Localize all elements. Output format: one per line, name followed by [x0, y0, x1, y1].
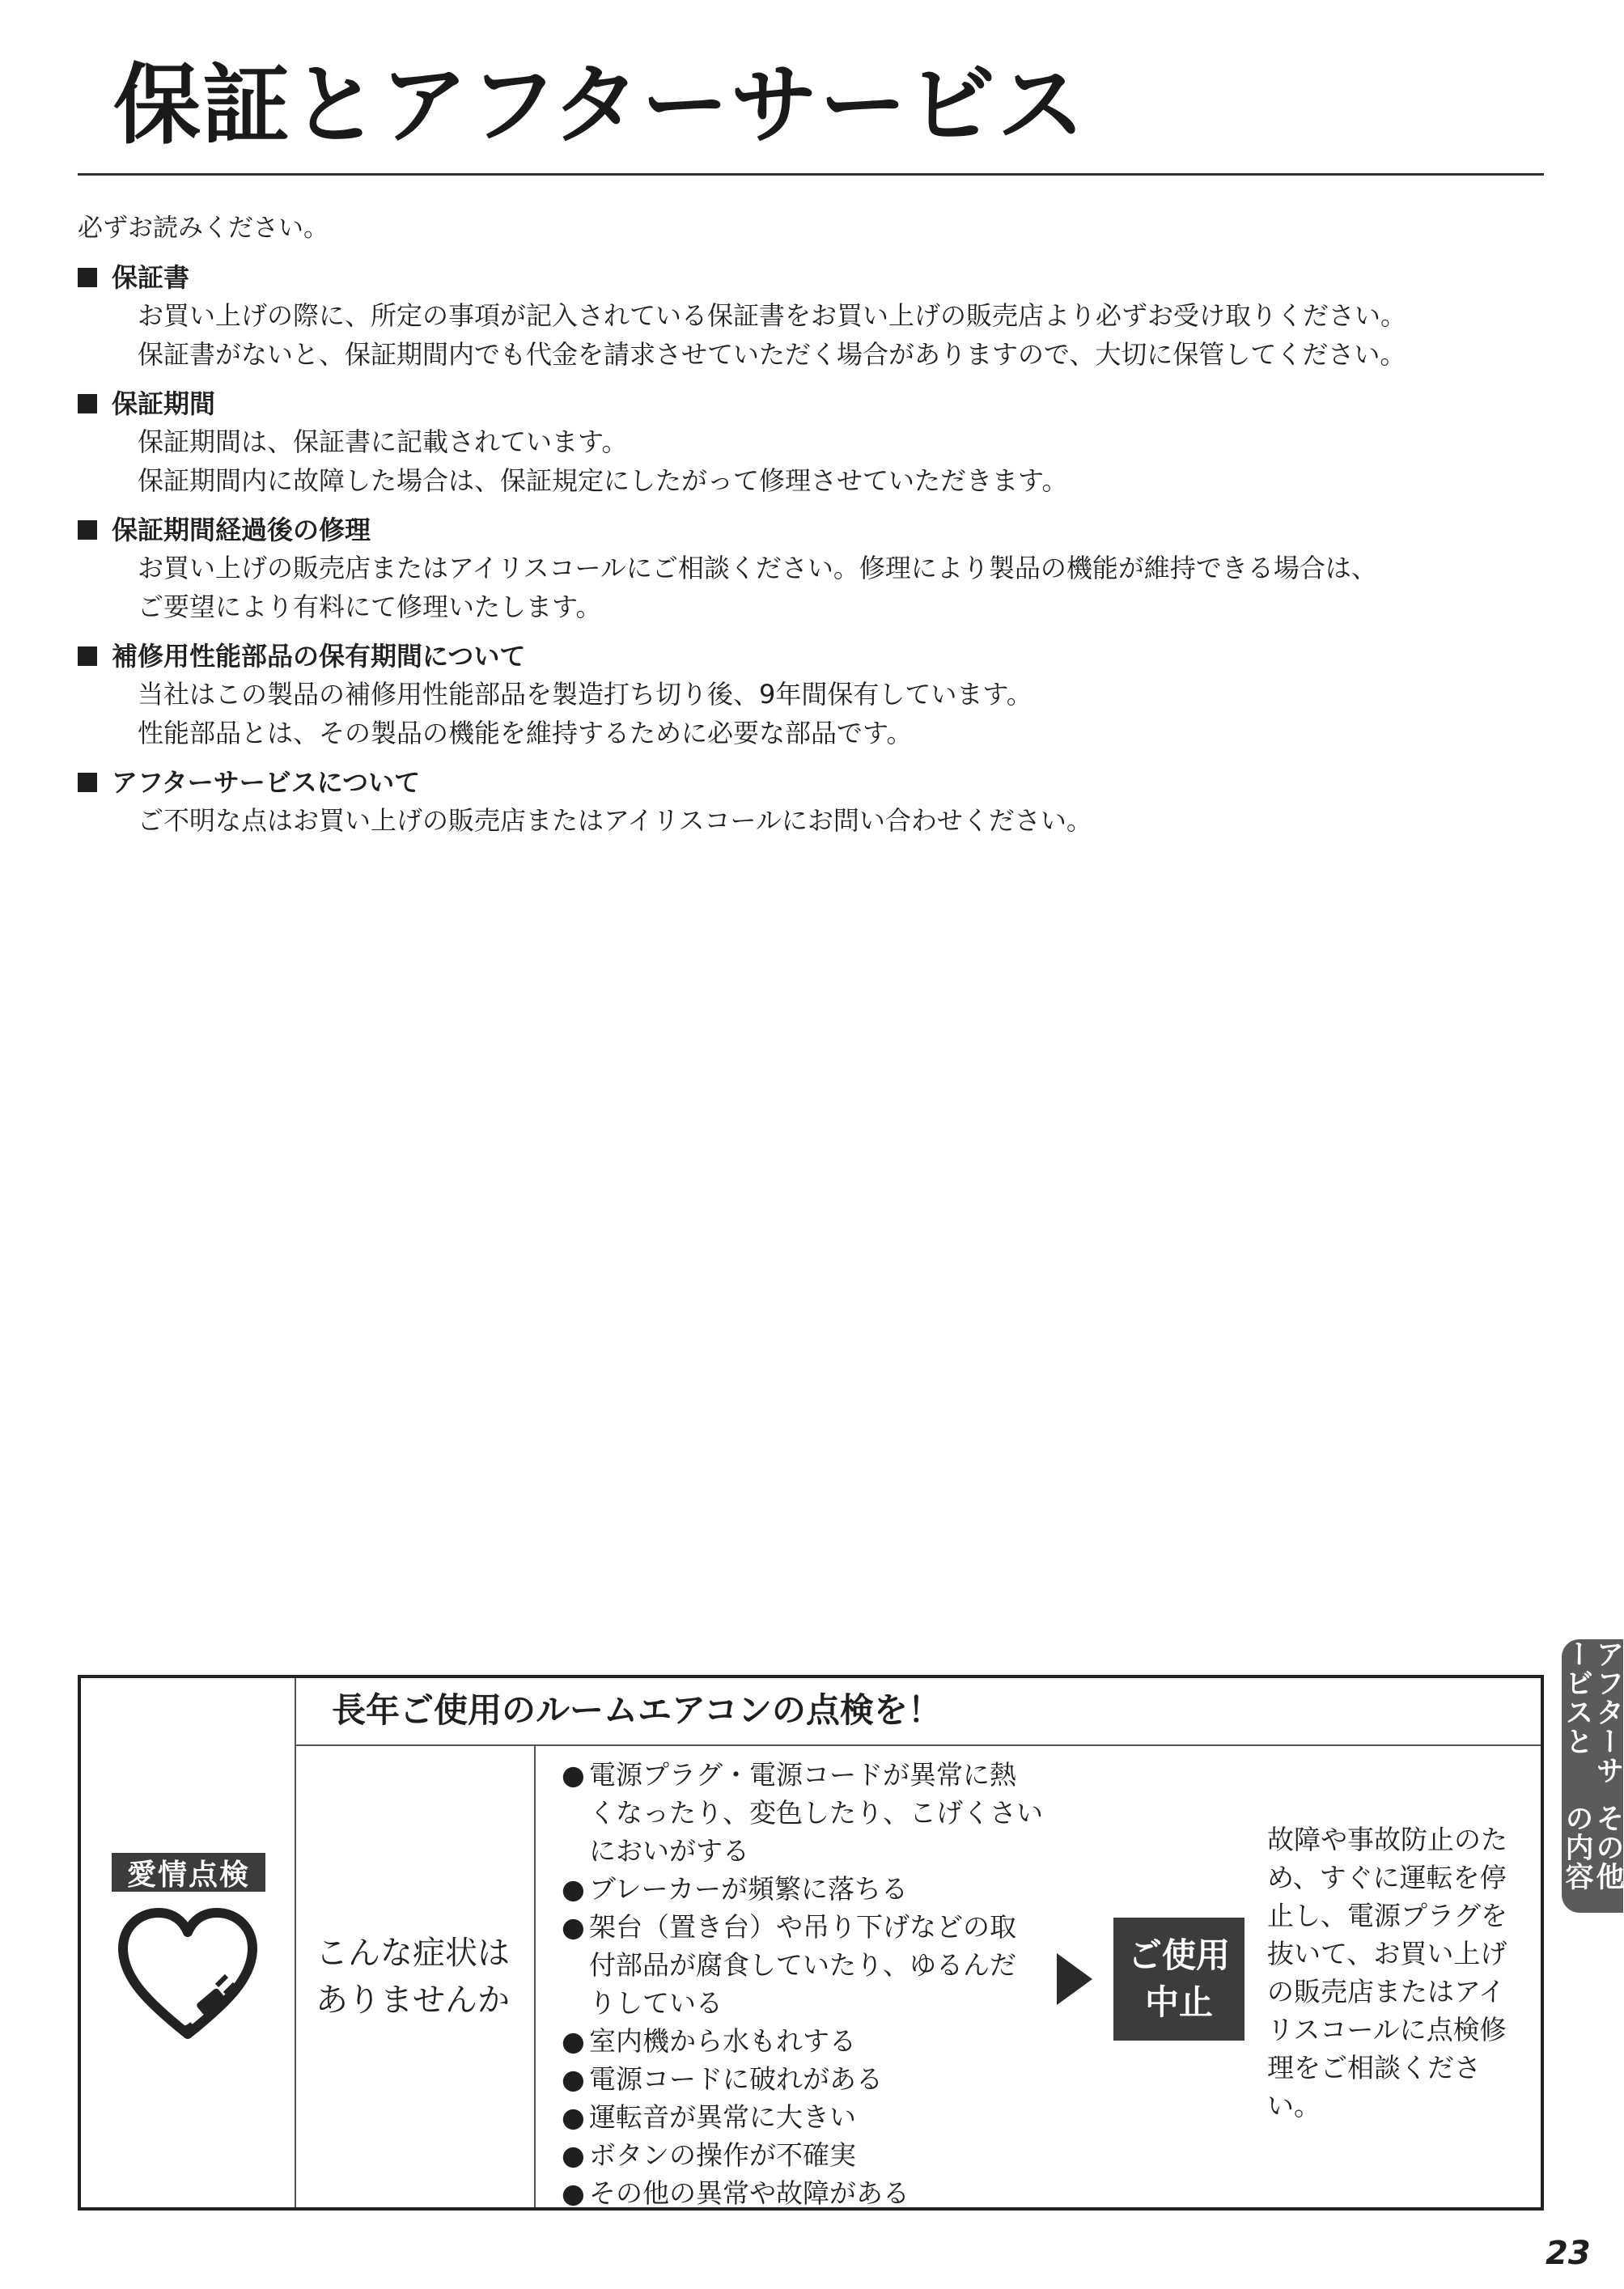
- section-line: ご要望により有料にて修理いたします。: [138, 591, 602, 622]
- bullet-icon: ●: [562, 2177, 585, 2209]
- square-bullet-icon: [78, 646, 97, 666]
- section-post-warranty-repair: [78, 511, 1550, 626]
- bullet-icon: ●: [562, 1759, 585, 1791]
- bullet-icon: ●: [562, 2101, 585, 2133]
- advice-line: 止し、電源プラグを: [1267, 1900, 1507, 1931]
- notice-title: 長年ご使用のルームエアコンの点検を！: [296, 1678, 1541, 1746]
- advice-line: リスコールに点検修: [1267, 2014, 1507, 2045]
- square-bullet-icon: [78, 773, 97, 792]
- bullet-icon: ●: [562, 2139, 585, 2171]
- symptom-item: [562, 2136, 1047, 2174]
- symptom-item: [562, 1908, 1047, 2022]
- symptom-line: においがする: [589, 1835, 749, 1867]
- symptom-line: 架台（置き台）や吊り下げなどの取: [589, 1911, 1016, 1943]
- symptom-question-line: こんな症状は: [316, 1935, 510, 1972]
- section-heading: 保証期間経過後の修理: [112, 515, 371, 545]
- section-line: 性能部品とは、その製品の機能を維持するために必要な部品です。: [138, 718, 913, 748]
- bullet-icon: ●: [562, 2025, 585, 2057]
- symptom-line: その他の異常や故障がある: [589, 2177, 910, 2209]
- square-bullet-icon: [78, 268, 97, 287]
- heart-plug-icon: [115, 1906, 261, 2044]
- section-heading: 保証期間: [112, 388, 216, 419]
- advice-line: の販売店またはアイ: [1267, 1976, 1506, 2007]
- warranty-sections: [78, 259, 1550, 851]
- symptom-item: [562, 1870, 1047, 1908]
- section-line: 保証期間は、保証書に記載されています。: [138, 426, 628, 457]
- section-heading: アフターサービスについて: [112, 767, 421, 798]
- section-line: 保証期間内に故障した場合は、保証規定にしたがって修理させていただきます。: [138, 465, 1068, 496]
- arrow-right-icon: [1057, 1953, 1092, 2005]
- symptom-line: くなったり、変色したり、こげくさい: [589, 1797, 1043, 1829]
- symptom-line: 付部品が腐食していたり、ゆるんだ: [589, 1949, 1016, 1981]
- section-spare-parts: [78, 638, 1550, 752]
- chapter-side-tab: [1562, 1639, 1623, 1913]
- advice-line: 抜いて、お買い上げ: [1267, 1938, 1507, 1969]
- page-title: 保証とアフターサービス: [113, 55, 1087, 156]
- symptom-item: [562, 2060, 1047, 2098]
- symptom-line: 運転音が異常に大きい: [589, 2101, 856, 2133]
- bullet-icon: ●: [562, 1873, 585, 1905]
- stop-use-line: ご使用: [1127, 1935, 1230, 1975]
- section-after-service: [78, 764, 1550, 840]
- bullet-icon: ●: [562, 1911, 585, 1943]
- side-tab-line: その他の内容: [1561, 1803, 1624, 1891]
- page-number: 23: [1546, 2235, 1591, 2272]
- symptom-line: りしている: [589, 1987, 723, 2019]
- section-line: 保証書がないと、保証期間内でも代金を請求させていただく場合がありますので、大切に保管してください。: [138, 339, 1406, 370]
- section-heading: 保証書: [112, 262, 190, 293]
- advice-text: [1267, 1821, 1520, 2125]
- square-bullet-icon: [78, 394, 97, 413]
- symptom-line: 電源プラグ・電源コードが異常に熱: [589, 1759, 1016, 1791]
- inspection-notice-box: [78, 1675, 1544, 2211]
- symptom-question: [296, 1746, 536, 2207]
- section-line: お買い上げの販売店またはアイリスコールにご相談ください。修理により製品の機能が維持できる場合は、: [138, 553, 1377, 583]
- advice-line: い。: [1267, 2090, 1321, 2122]
- symptom-line: 室内機から水もれする: [589, 2025, 856, 2057]
- section-heading: 補修用性能部品の保有期間について: [112, 641, 526, 672]
- advice-line: 理をご相談くださ: [1267, 2052, 1481, 2083]
- symptom-line: ボタンの操作が不確実: [589, 2139, 856, 2171]
- advice-line: 故障や事故防止のた: [1267, 1824, 1507, 1855]
- stop-use-box: [1113, 1918, 1245, 2041]
- stop-use-line: 中止: [1144, 1982, 1213, 2022]
- symptom-line: ブレーカーが頻繁に落ちる: [589, 1873, 909, 1905]
- symptom-item: [562, 1756, 1047, 1870]
- symptom-list: [562, 1756, 1047, 2212]
- symptom-item: [562, 2174, 1047, 2212]
- inspection-badge: 愛情点検: [112, 1853, 265, 1892]
- bullet-icon: ●: [562, 2063, 585, 2095]
- notice-badge-column: [81, 1678, 296, 2207]
- symptom-item: [562, 2098, 1047, 2136]
- section-warranty-card: [78, 259, 1550, 374]
- side-tab-line: アフターサービスと: [1561, 1639, 1624, 1785]
- symptom-line: 電源コードに破れがある: [589, 2063, 883, 2095]
- square-bullet-icon: [78, 520, 97, 540]
- section-line: 当社はこの製品の補修用性能部品を製造打ち切り後、9年間保有しています。: [138, 679, 1032, 710]
- section-line: お買い上げの際に、所定の事項が記入されている保証書をお買い上げの販売店より必ずお受け取りください。: [138, 300, 1407, 331]
- symptom-question-line: ありませんか: [316, 1982, 510, 2019]
- advice-line: め、すぐに運転を停: [1267, 1862, 1507, 1893]
- title-divider: [78, 173, 1544, 176]
- symptom-item: [562, 2022, 1047, 2060]
- section-line: ご不明な点はお買い上げの販売店またはアイリスコールにお問い合わせください。: [138, 805, 1092, 836]
- intro-text: 必ずお読みください。: [78, 214, 329, 243]
- section-warranty-period: [78, 385, 1550, 500]
